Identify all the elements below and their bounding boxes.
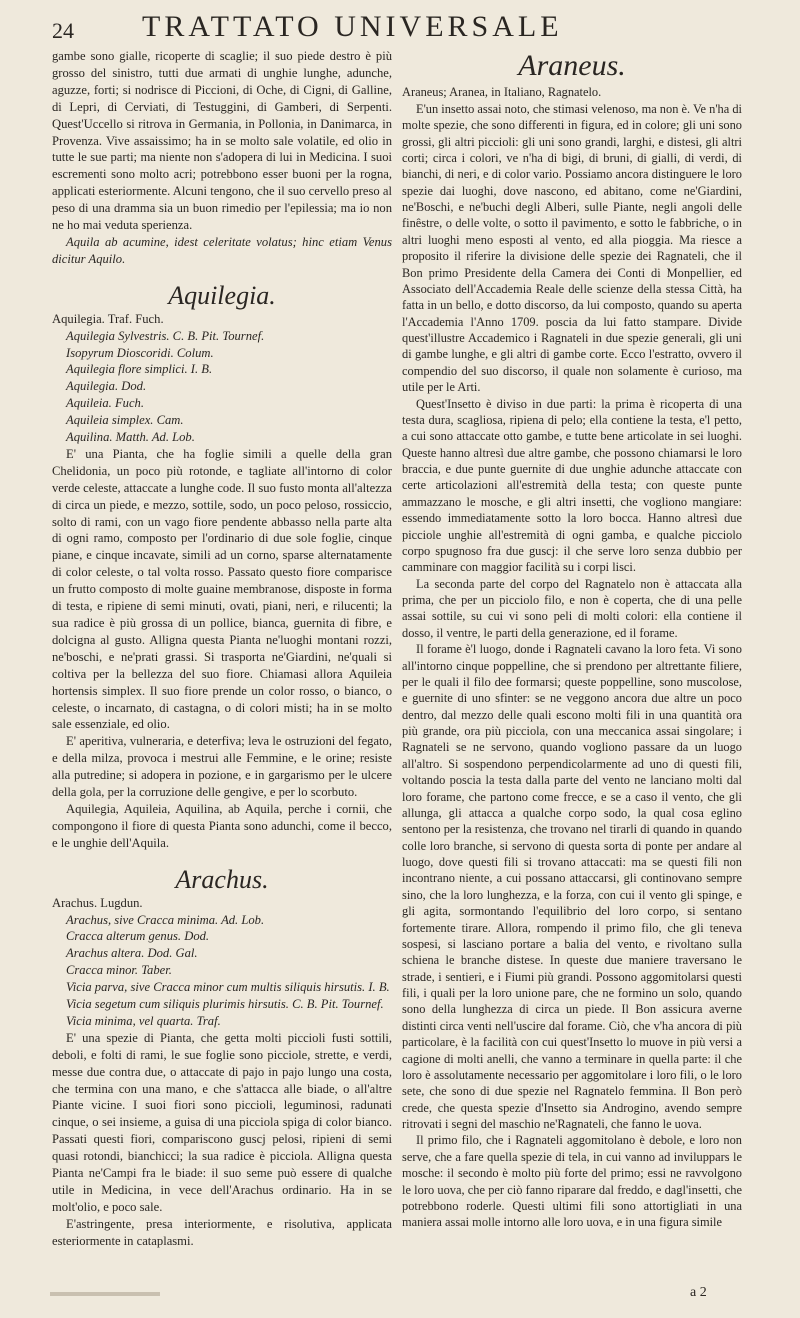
running-head: TRATTATO UNIVERSALE (142, 10, 563, 43)
intro-paragraph: gambe sono gialle, ricoperte di scaglie; il suo piede destro è più grosso del sinistro, tutti due armati di unghie lunghe, adunche, aguzze, forti; si nodrisce di Piccioni, di Oche, di Cigni, di Galline, di Lepri, di Cerviati, di Testuggini, di Gamberi, di Serpenti. Quest'Uccello si ritrova in Germania, in Pollonia, in Danimarca, in Provenza. Vive assaissimo; ha in se molto sale volatile, ed olio in tutte le sue parti; ma niente non s'adopera di lui in Medicina. I suoi escrementi sono molto acri; potrebbono esser buoni per la rogna, applicati esteriormente. Alcuni tengono, che il suo cervello preso al peso di una dramma sia un buon rimedio per l'epilessia; ma io non ne ho mai veduta sperienza. (52, 49, 392, 233)
synonym-line: Isopyrum Dioscoridi. Colum. (66, 345, 214, 360)
synonym-line: Aquilegia. Dod. (66, 379, 147, 394)
right-column (402, 48, 742, 1231)
aquilegia-etymology: Aquilegia, Aquileia, Aquilina, ab Aquila, perche i cornii, che compongono il fiore di questa Pianta sono adunchi, come il becco, e le unghie dell'Aquila. (52, 801, 392, 850)
arachus-description: E' una spezie di Pianta, che getta molti piccioli fusti sottili, deboli, e folti di rami, le sue foglie sono picciole, strette, e verdi, messe due contra due, o attaccate di pajo in pajo lungo una costa, che termina con una mano, e che s'attacca alle biade, o all'altre Piante vicine. I suoi fiori sono piccioli, leguminosi, radunati cinque, o sei insieme, a guisa di una picciola spiga di color bianco. Passati questi fiori, compariscono guscj pelosi, ripieni di semi quasi rotondi, bianchicci; la sua radice è picciola. Alligna questa Pianta ne'Campi fra le biade: il suo seme può essere di qualche utile in Medicina, in vece dell'Arachus ordinario. Ha in se molt'olio, e poco sale. (52, 1030, 392, 1214)
synonym-line: Aquileia. Fuch. (66, 396, 144, 411)
synonym-line: Vicia minima, vel quarta. Traf. (66, 1013, 221, 1028)
aquilegia-synonyms (52, 311, 392, 446)
aquilegia-virtues: E' aperitiva, vulneraria, e deterfiva; leva le ostruzioni del fegato, e della milza, provoca i mestrui alle Femmine, e le orine; resiste alla putredine; si adopera in pozione, e in gargarismo per le ulcere della gola, per la corruzione delle gengive, e per lo scorbuto. (52, 734, 392, 800)
aquilegia-heading: Aquilegia. (168, 280, 276, 310)
synonym-line: Aquileia simplex. Cam. (66, 413, 184, 428)
synonym-line: Arachus altera. Dod. Gal. (66, 946, 198, 961)
arachus-synonyms (52, 895, 392, 1030)
synonym-line: Vicia parva, sive Cracca minor cum multis siliquis hirsutis. I. B. (66, 980, 390, 995)
synonym-line: Cracca minor. Taber. (66, 963, 172, 978)
araneus-threads: Il primo filo, che i Ragnateli aggomitolano è debole, e loro non serve, che a fare quella spezie di tela, in cui vanno ad inviluppars le mosche: il secondo è molto più forte del primo; essi ne ravvolgono le loro uova, che per ciò fanno riparare dal freddo, e dagl'insetti, che potrebbono roderle. Questi ultimi fili sono attortigliati in una maniera assai molle intorno alle loro uova, e in una figura simile (402, 1133, 742, 1230)
synonym-line: Aquilegia flore simplici. I. B. (66, 362, 213, 377)
aquilegia-description: E' una Pianta, che ha foglie simili a quelle della gran Chelidonia, un poco più rotonde, e tagliate all'intorno di color verde celeste, attaccate a lunghe code. Il suo fusto monta all'altezza di circa un piede, e mezzo, sottile, sodo, un poco peloso, rossiccio, solto di rami, con un vago fiore pendente abbasso nella parte alta di ogni ramo, composto per l'ordinario di due sole foglie, cinque piane, e cinque incavate, simili ad un corno, sparse alternatamente di color celeste, o tal volta rosso. Passato questo fiore comparisce un frutto composto di molte guaine membranose, disposte in forma di testa, e ripiene di semi minuti, ovati, piani, neri, e rilucenti; la sua radice è più grossa di un pollice, bianca, guernita di fibre, e dolcigna al gusto. Alligna questa Pianta ne'luoghi montani rozzi, ne'boschi, e ne'prati grassi. Si trasporta ne'Giardini, ne'quali si coltiva per la bellezza del suo fiore. Chiamasi allora Aquileia hortensis simplex. Il suo fiore prende un color rosso, o bianco, o celeste, o incarnato, di castagna, o di colori misti; ha in se molto sale essenziale, ed olio. (52, 446, 392, 732)
araneus-description: E'un insetto assai noto, che stimasi velenoso, ma non è. Ve n'ha di molte spezie, che sono differenti in figura, ed in colore; gli uni sono grossi, gli altri piccioli: gli uni sono grandi, larghi, e distesi, gli altri corti; circa i colori, ve n'ha di bigi, di bruni, di gialli, di verdi, di bianchi, di neri, e di color vario. Possiamo ancora distinguere le loro spezie dai luoghi, dove nascono, ed abitano, come ne'Giardini, ne'Boschi, e ne'buchi degli Alberi, sulle Piante, negli angoli delle finêstre, o delle volte, o sotto il pavimento, e sotto le fabbriche, o in altri luoghi meno esposti al vento, ed alla pioggia. Ma riesce a proposito il riferire la divisione delle spezie dei Ragnateli, che il Bon primo Presidente della Camera dei Conti di Monpellier, ed Associato dell'Accademia Reale delle scienze della stessa Città, ha fatta in un bello, e dotto discorso, da lui composto, quando su aperta l'Accademia l'Anno 1709. poscia da lui fatto stampare. Divide quest'illustre Accademico i Ragnateli in due spezie generali, gli uni di gambe lunghe, e gli altri di gambe corte. Ecco l'estratto, ovvero il compendio del suo discorso, il quale non solamente è curioso, ma utile per le Arti. (402, 101, 742, 395)
page-header (52, 8, 772, 48)
left-column (52, 48, 392, 1250)
araneus-forame: Il forame è'l luogo, donde i Ragnateli cavano la loro feta. Vi sono all'intorno cinque poppelline, che si prendono per altrettante filiere, per le quali il filo dee formarsi; queste poppelline, sono muscolose, e guernite di uno sfinter: se ne veggono ancora due altre un poco dentro, dal mezzo delle quali escono molti fili in una quantità ora più grande, ora più picciola, con una meccanica assai singolare; i Ragnateli se ne servono, quando vogliono passare da un luogo all'altro. Si sospendono perpendicolarmente ad uno di questi fili, voltando poscia la testa dalla parte del vento ne lanciano molti dal loro forame, che partono come frecce, e se a caso il vento, che gli allunga, gli attacca a qualche corpo sodo, la qual cosa eglino sentono per la resistenza, che trovano nel tirarli di quando in quando colle loro branche, si servono di questa sorta di ponte per andare al luogo, dove questi fili si trovano attaccati: ma se questi fili non incontrano niente, a cui possano attaccarsi, gli continovano sempre sino, che la loro lunghezza, e la forza, con cui il vento gli spinge, e gli agita, sormontando l'equilibrio del loro corpo, si sentano fortemente tirare. Allora, rompendo il primo filo, che gli teneva sospesi, si lasciano portare a balia del vento, e rivoltano sulla schiena le branche distese. In queste due maniere traversano le strade, i sentieri, e i Fiumi più grandi. Possono aggomitolarsi questi fili, i quali per la loro unione pare, che ne formino un solo, quando sono della lunghezza di circa un piede. Il Bon assicura averne distinti circa venti nell'uscire dal forame. Ciò, che v'ha ancora di più particolare, è la facilità con cui quest'Insetto lo muove in più versi a cagione di molti anelli, che vanno a terminare in quella parte: il che loro è assolutamente necessario per aggomitolare i loro fili, o le loro sete, che sono di due spezie nel Ragnatelo femmina. Il Bon però crede, che questa spezie d'Insetto sia Androgino, avendo sempre ritrovati i segni del maschio ne'Ragnateli, che fanno le uova. (402, 642, 742, 1131)
araneus-second-part: La seconda parte del corpo del Ragnatelo non è attaccata alla prima, che per un picciolo filo, e non è coperta, che di una pelle assai sottile, su cui vi sono peli di molti colori: ella contiene il dosso, il ventre, le parti della generazione, ed il forame. (402, 576, 742, 640)
araneus-heading: Araneus. (518, 49, 626, 82)
page-number: 24 (52, 18, 74, 43)
synonym-line: Aquilina. Matth. Ad. Lob. (66, 430, 195, 445)
synonym-line: Vicia segetum cum siliquis plurimis hirsutis. C. B. Pit. Tournef. (66, 997, 384, 1012)
synonym-line: Arachus. Lugdun. (52, 895, 143, 910)
synonym-line: Aquilegia Sylvestris. C. B. Pit. Tournef. (66, 328, 265, 343)
arachus-virtues: E'astringente, presa interiormente, e risolutiva, applicata esteriormente in cataplasmi. (52, 1216, 392, 1248)
synonym-line: Arachus, sive Cracca minima. Ad. Lob. (66, 912, 265, 927)
page-smudge (50, 1292, 160, 1296)
araneus-first-part: Quest'Insetto è diviso in due parti: la prima è ricoperta di una testa dura, scagliosa, ripiena di pelo; ella contiene la testa, e'l petto, a cui sono attaccate otto gambe, e tutte bene articolate in sei luoghi. Queste hanno altresì due altre gambe, che possono chiamarsi le loro braccia, e due punte guernite di due unghie adunche attaccate con certe articolazioni all'estremità della testa; con queste punte ammazzano le mosche, e gli altri insetti, che vogliono mangiare: essendo immediatamente sotto la loro bocca. Hanno altresì due picciole unghie all'estremità di ogni gamba, e qualche picciolo corpo spugnoso fra due guscj: il che serve loro senza dubbio per camminare con maggior facilità su i corpi lisci. (402, 396, 742, 575)
intro-quote: Aquila ab acumine, idest celeritate volatus; hinc etiam Venus dicitur Aquilo. (52, 234, 392, 266)
signature-mark: a 2 (690, 1285, 707, 1300)
araneus-names: Araneus; Aranea, in Italiano, Ragnatelo. (402, 85, 602, 100)
synonym-line: Cracca alterum genus. Dod. (66, 929, 210, 944)
synonym-line: Aquilegia. Traf. Fuch. (52, 311, 164, 326)
arachus-heading: Arachus. (175, 864, 269, 894)
